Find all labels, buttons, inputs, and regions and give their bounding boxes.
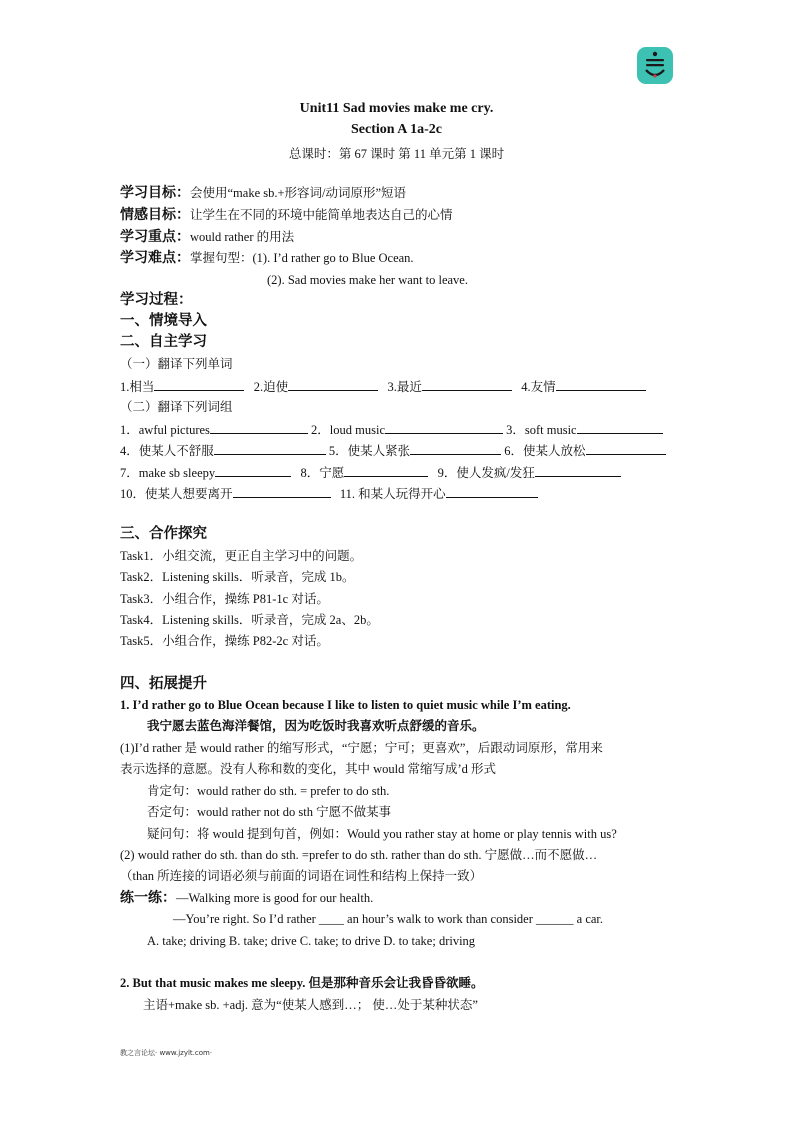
practice-options: A. take; driving B. take; drive C. take; to drive D. to take; driving [147,934,476,948]
practice-line [120,890,373,906]
practice-question: —You’re right. So I’d rather ____ an hour’s walk to work than consider ______ a car. [173,912,604,926]
section-title: Section A 1a-2c [351,122,442,137]
phrase-item: 11. 和某人玩得开心 [339,487,446,501]
phrase-item: 7．make sb sleepy [120,466,216,480]
task-item: Task1．小组交流，更正自主学习中的问题。 [120,549,363,563]
phrase-item: 9．使人发疯/发狂 [437,466,535,480]
goal-label: 学习难点 [120,250,176,266]
answer-blank[interactable] [233,484,331,498]
phrase-item: 3．soft music [506,423,577,437]
practice-label: 练一练： [120,890,176,906]
answer-blank[interactable] [215,463,291,477]
goal-text: would rather 的用法 [190,230,295,244]
section-heading-1: 一、情境导入 [120,313,207,329]
answer-blank[interactable] [556,377,646,391]
phrase-row [120,463,621,481]
goal-learning: 学习目标：会使用“make sb.+形容词/动词原形”短语 [120,185,407,201]
answer-blank[interactable] [154,377,244,391]
answer-blank[interactable] [535,463,621,477]
answer-blank[interactable] [385,420,503,434]
phrase-row [120,441,666,459]
phrase-item: 10．使某人想要离开 [120,487,233,501]
explanation-line: (1)I’d rather 是 would rather 的缩写形式，“宁愿；宁可；更喜欢”，后跟动词原形，常用来 [120,741,603,755]
answer-blank[interactable] [214,441,326,455]
phrase-item: 4．使某人不舒服 [120,444,214,458]
explanation-line: 表示选择的意愿。没有人称和数的变化，其中 would 常缩写成’d 形式 [120,762,497,776]
phrase-item: 6．使某人放松 [504,444,586,458]
point1-translation: 我宁愿去蓝色海洋餐馆，因为吃饭时我喜欢听点舒缓的音乐。 [147,718,485,733]
goal-text: 让学生在不同的环境中能简单地表达自己的心情 [190,208,453,222]
process-heading: 学习过程： [120,292,193,308]
section-heading-3: 三、合作探究 [120,526,207,542]
phrase-row [120,420,663,438]
subheading-words: （一）翻译下列单词 [120,357,233,371]
word-item: 2.迫使 [253,380,289,394]
task-item: Task2．Listening skills．听录音，完成 1b。 [120,570,355,584]
answer-blank[interactable] [288,377,378,391]
section-heading-2: 二、自主学习 [120,334,207,350]
point2-explanation: 主语+make sb. +adj. 意为“使某人感到…； 使…处于某种状态” [143,998,478,1012]
goal-text: 会使用“make sb.+形容词/动词原形”短语 [190,186,407,200]
goal-text: 掌握句型：(1). I’d rather go to Blue Ocean. [190,251,414,265]
page-footer: 教之言论坛· www.jzylt.com· [120,1049,213,1057]
task-item: Task5．小组合作，操练 P82-2c 对话。 [120,634,329,648]
answer-blank[interactable] [577,420,663,434]
affirmative-form: 肯定句：would rather do sth. = prefer to do sth. [147,784,390,798]
point1-sentence: 1. I’d rather go to Blue Ocean because I like to listen to quiet music while I’m eating. [120,698,571,712]
goal-label: 学习重点 [120,229,176,245]
answer-blank[interactable] [586,441,666,455]
period-info: 总课时：第 67 课时 第 11 单元第 1 课时 [288,147,505,161]
app-logo-icon [637,47,673,84]
phrase-row [120,484,538,502]
subheading-phrases: （二）翻译下列词组 [120,400,233,414]
task-item: Task3．小组合作，操练 P81-1c 对话。 [120,592,329,606]
difficulty-line-2: (2). Sad movies make her want to leave. [267,273,468,287]
answer-blank[interactable] [446,484,538,498]
word-item: 3.最近 [387,380,422,394]
goal-key-point: 学习重点：would rather 的用法 [120,229,295,245]
question-form: 疑问句：将 would 提到句首，例如：Would you rather stay at home or play tennis with us? [147,827,617,841]
task-item: Task4．Listening skills．听录音，完成 2a、2b。 [120,613,379,627]
phrase-item: 2．loud music [311,423,385,437]
unit-title: Unit11 Sad movies make me cry. [299,101,494,116]
answer-blank[interactable] [410,441,501,455]
word-item: 4.友情 [521,380,556,394]
answer-blank[interactable] [422,377,512,391]
word-item: 1.相当 [120,380,155,394]
goal-emotion: 情感目标：让学生在不同的环境中能简单地表达自己的心情 [120,207,453,223]
practice-question: —Walking more is good for our health. [176,891,374,905]
section-heading-4: 四、拓展提升 [120,676,207,692]
answer-blank[interactable] [344,463,428,477]
goal-difficulty: 学习难点：掌握句型：(1). I’d rather go to Blue Ocean. [120,250,414,266]
word-row [120,377,646,395]
goal-label: 情感目标 [120,207,176,223]
answer-blank[interactable] [210,420,308,434]
negative-form: 否定句：would rather not do sth 宁愿不做某事 [147,805,392,819]
explanation-line: (2) would rather do sth. than do sth. =prefer to do sth. rather than do sth. 宁愿做…而不愿做… [120,848,598,862]
goal-label: 学习目标 [120,185,176,201]
phrase-item: 8．宁愿 [300,466,345,480]
phrase-item: 1．awful pictures [120,423,210,437]
phrase-item: 5．使某人紧张 [328,444,411,458]
point2-sentence: 2. But that music makes me sleepy. 但是那种音乐会让我昏昏欲睡。 [120,976,484,990]
explanation-note: （than 所连接的词语必须与前面的词语在词性和结构上保持一致） [120,869,483,883]
